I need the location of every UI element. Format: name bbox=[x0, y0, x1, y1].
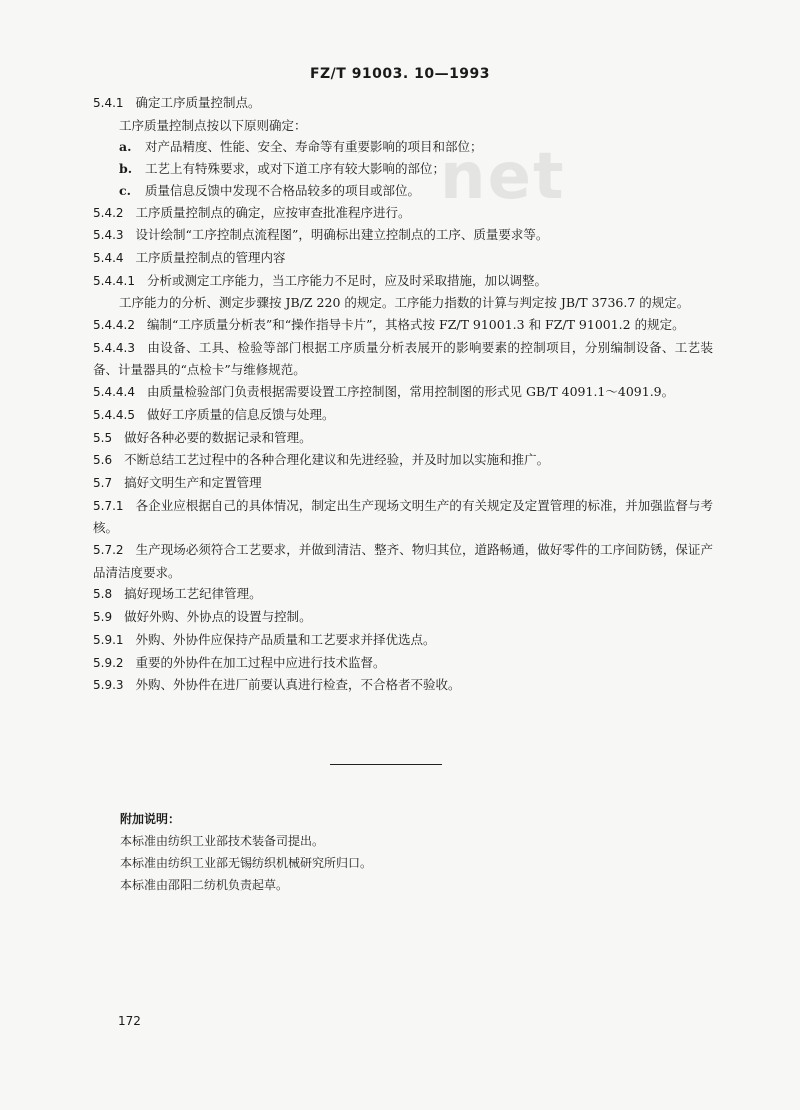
clause-text: 外购、外协件在进厂前要认真进行检查，不合格者不验收。 bbox=[135, 677, 461, 693]
clause-number: 5.7 bbox=[93, 475, 113, 490]
clause-number: 5.4.3 bbox=[93, 228, 124, 243]
clause-number: 5.8 bbox=[93, 587, 113, 602]
clause-number: 5.9.1 bbox=[93, 632, 124, 647]
document-header: FZ/T 91003. 10—1993 bbox=[309, 66, 491, 82]
clause-text: 生产现场必须符合工艺要求，并做到清洁、整齐、物归其位，道路畅通，做好零件的工序间防锈，保证产品清洁度要求。 bbox=[93, 542, 713, 580]
clause-number: 5.4.4.1 bbox=[93, 273, 135, 288]
page-number: 172 bbox=[118, 1014, 141, 1028]
list-item bbox=[93, 136, 713, 158]
clause-text: 确定工序质量控制点。 bbox=[135, 95, 261, 110]
list-item-text: 对产品精度、性能、安全、寿命等有重要影响的项目和部位； bbox=[145, 139, 483, 155]
clause-5-4-2 bbox=[93, 202, 713, 225]
clause-text: 各企业应根据自己的具体情况，制定出生产现场文明生产的有关规定及定置管理的标准，并加强监督与考核。 bbox=[93, 497, 713, 536]
clause-number: 5.7.1 bbox=[93, 498, 124, 513]
clause-5-4-4-3 bbox=[93, 337, 713, 381]
clause-5-4-4-4 bbox=[93, 381, 713, 404]
clause-text: 工序质量控制点的确定，应按审查批准程序进行。 bbox=[135, 204, 411, 220]
clause-5-4-4-1 bbox=[93, 270, 713, 293]
clause-text: 工序质量控制点的管理内容 bbox=[135, 249, 286, 265]
clause-paragraph: 工序质量控制点按以下原则确定： bbox=[119, 117, 307, 133]
list-item-text: 质量信息反馈中发现不合格品较多的项目或部位。 bbox=[145, 182, 421, 198]
clause-number: 5.9.3 bbox=[93, 678, 124, 693]
clause-text: 由质量检验部门负责根据需要设置工序控制图，常用控制图的形式见 GB/T 4091.1～4091.9。 bbox=[146, 384, 675, 400]
clause-number: 5.5 bbox=[93, 430, 113, 445]
end-divider bbox=[330, 764, 442, 765]
clause-number: 5.4.4.3 bbox=[93, 340, 135, 355]
list-marker: a. bbox=[119, 139, 132, 155]
clause-number: 5.4.4.5 bbox=[93, 407, 135, 422]
clause-5-5 bbox=[93, 427, 713, 450]
clause-5-9-1 bbox=[93, 629, 713, 652]
clause-number: 5.7.2 bbox=[93, 543, 124, 558]
watermark: net bbox=[440, 140, 566, 214]
clause-text: 搞好现场工艺纪律管理。 bbox=[124, 586, 262, 602]
clause-5-4-4 bbox=[93, 247, 713, 270]
clause-5-9-2 bbox=[93, 652, 713, 675]
clause-text: 编制“工序质量分析表”和“操作指导卡片”，其格式按 FZ/T 91001.3 和 FZ/T 91001.2 的规定。 bbox=[146, 317, 685, 333]
clause-5-9 bbox=[93, 606, 713, 629]
clause-5-4-3 bbox=[93, 224, 713, 247]
clause-5-4-4-2 bbox=[93, 314, 713, 337]
clause-number: 5.4.2 bbox=[93, 205, 124, 220]
clause-paragraph: 工序能力的分析、测定步骤按 JB/Z 220 的规定。工序能力指数的计算与判定按 JB/T 3736.7 的规定。 bbox=[119, 295, 690, 311]
list-item bbox=[93, 180, 713, 202]
clause-text: 外购、外协件应保持产品质量和工艺要求并择优选点。 bbox=[135, 631, 436, 647]
clause-text: 搞好文明生产和定置管理 bbox=[124, 474, 262, 490]
clause-number: 5.4.4.2 bbox=[93, 318, 135, 333]
clause-5-7-2 bbox=[93, 539, 713, 583]
clause-5-4-4-5 bbox=[93, 404, 713, 427]
clause-5-9-3 bbox=[93, 674, 713, 697]
list-item bbox=[93, 158, 713, 180]
clause-number: 5.4.4 bbox=[93, 250, 124, 265]
clause-text: 重要的外协件在加工过程中应进行技术监督。 bbox=[135, 654, 386, 670]
clause-text: 做好工序质量的信息反馈与处理。 bbox=[146, 406, 335, 422]
clause-5-7-1 bbox=[93, 495, 713, 539]
clause-number: 5.4.1 bbox=[93, 96, 124, 110]
clause-number: 5.9 bbox=[93, 610, 113, 625]
clause-5-6 bbox=[93, 449, 713, 472]
clause-number: 5.9.2 bbox=[93, 655, 124, 670]
clause-5-7 bbox=[93, 472, 713, 495]
clause-5-4-1 bbox=[93, 92, 713, 115]
list-marker: c. bbox=[119, 182, 131, 198]
notes-line: 本标准由邵阳二纺机负责起草。 bbox=[120, 878, 289, 892]
additional-notes bbox=[120, 808, 372, 896]
clause-text: 做好外购、外协点的设置与控制。 bbox=[124, 609, 312, 625]
clause-text: 做好各种必要的数据记录和管理。 bbox=[124, 429, 312, 445]
clause-text: 由设备、工具、检验等部门根据工序质量分析表展开的影响要素的控制项目，分别编制设备、工艺装备、计量器具的“点检卡”与维修规范。 bbox=[93, 339, 713, 378]
document-body bbox=[93, 92, 713, 697]
clause-5-8 bbox=[93, 583, 713, 606]
notes-line: 本标准由纺织工业部无锡纺织机械研究所归口。 bbox=[120, 856, 373, 870]
clause-number: 5.4.4.4 bbox=[93, 385, 135, 400]
clause-text: 设计绘制“工序控制点流程图”，明确标出建立控制点的工序、质量要求等。 bbox=[135, 227, 549, 243]
clause-text: 不断总结工艺过程中的各种合理化建议和先进经验，并及时加以实施和推广。 bbox=[124, 452, 550, 468]
notes-title: 附加说明： bbox=[120, 812, 181, 826]
clause-text: 分析或测定工序能力，当工序能力不足时，应及时采取措施，加以调整。 bbox=[146, 272, 547, 288]
list-item-text: 工艺上有特殊要求，或对下道工序有较大影响的部位； bbox=[145, 161, 446, 177]
notes-line: 本标准由纺织工业部技术装备司提出。 bbox=[120, 834, 325, 848]
clause-number: 5.6 bbox=[93, 453, 113, 468]
list-marker: b. bbox=[119, 161, 133, 177]
